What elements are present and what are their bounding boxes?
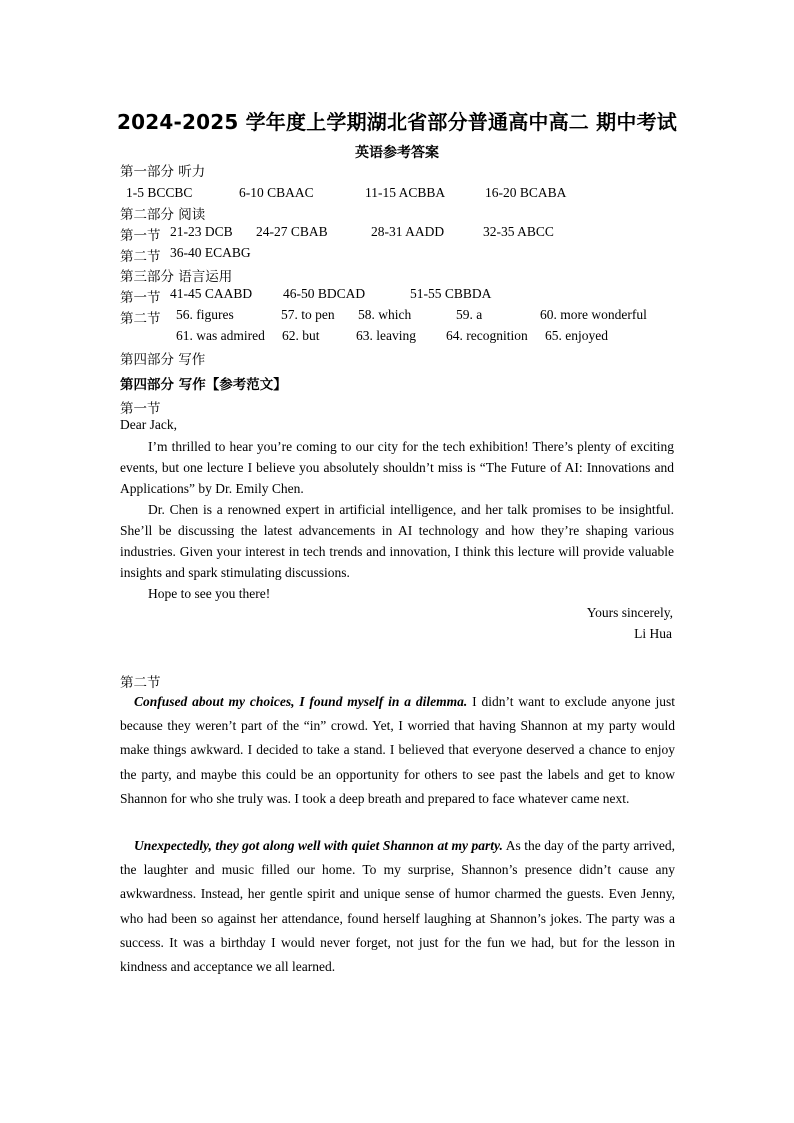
section-label: 第二节 xyxy=(120,675,161,691)
part3-heading: 第三部分 语言运用 xyxy=(120,269,233,285)
part1-heading: 第一部分 听力 xyxy=(120,164,206,180)
story-text: I didn’t want to exclude anyone just because they weren’t part of the “in” crowd. Yet, I worried that having Shannon at my party would make things awkward. I decided to take a stand. I believed that everyone deserved a chance to enjoy the party, and maybe this could be an opportunity for others to see past the labels and get to know Shannon for who she truly was. I took a deep breath and prepared to face whatever came next. xyxy=(120,694,675,806)
answer-group: 46-50 BDCAD xyxy=(283,286,366,301)
letter-signature: Li Hua xyxy=(634,626,672,641)
fill-answer: 57. to pen xyxy=(281,307,335,322)
part4-heading: 第四部分 写作 xyxy=(120,352,206,368)
answer-group: 41-45 CAABD xyxy=(170,286,253,301)
part4-model-heading: 第四部分 写作【参考范文】 xyxy=(120,377,287,393)
fill-answer: 61. was admired xyxy=(176,328,265,343)
fill-answer: 58. which xyxy=(358,307,412,322)
letter-closing: Yours sincerely, xyxy=(586,605,673,620)
story-text: As the day of the party arrived, the laughter and music filled our home. To my surprise, Shannon’s presence didn’t cause any awkwardness. Instead, her gentle spirit and unique sense of humor charmed the guests. Even Jenny, who had been so against her attendance, found herself laughing at Shannon’s jokes. The party was a success. It was a birthday I would never forget, not just for the fun we had, but for the lesson in kindness and acceptance we all learned. xyxy=(120,838,675,975)
answer-group: 16-20 BCABA xyxy=(485,185,567,200)
page-title: 2024-2025 学年度上学期湖北省部分普通高中高二 期中考试 xyxy=(117,110,677,134)
fill-answer: 65. enjoyed xyxy=(545,328,608,343)
story-paragraph xyxy=(120,690,675,811)
fill-answer: 56. figures xyxy=(176,307,234,322)
section-label: 第一节 xyxy=(120,290,161,306)
answer-group: 21-23 DCB xyxy=(170,224,233,239)
answer-group: 51-55 CBBDA xyxy=(410,286,492,301)
section-label: 第二节 xyxy=(120,249,161,265)
letter-paragraph: Dr. Chen is a renowned expert in artificial intelligence, and her talk promises to be insightful. She’ll be discussing the latest advancements in AI technology and how they’re shaping various industries. Given your interest in tech trends and innovation, I think this lecture will provide valuable insights and spark stimulating discussions. xyxy=(120,502,674,580)
answer-group: 32-35 ABCC xyxy=(483,224,554,239)
letter-paragraph: I’m thrilled to hear you’re coming to our city for the tech exhibition! There’s plenty of exciting events, but one lecture I believe you absolutely shouldn’t miss is “The Future of AI: Innovations and Applications” by Dr. Emily Chen. xyxy=(120,439,674,496)
answer-group: 6-10 CBAAC xyxy=(239,185,314,200)
story-lead-sentence: Unexpectedly, they got along well with quiet Shannon at my party. xyxy=(134,838,503,853)
answer-group: 28-31 AADD xyxy=(371,224,445,239)
answer-group: 1-5 BCCBC xyxy=(126,185,193,200)
story-lead-sentence: Confused about my choices, I found myself in a dilemma. xyxy=(134,694,468,709)
page-subtitle: 英语参考答案 xyxy=(355,145,439,161)
fill-answer: 62. but xyxy=(282,328,320,343)
part2-heading: 第二部分 阅读 xyxy=(120,207,206,223)
section-label: 第一节 xyxy=(120,228,161,244)
answer-group: 36-40 ECABG xyxy=(170,245,251,260)
letter-greeting: Dear Jack, xyxy=(120,417,177,432)
fill-answer: 59. a xyxy=(456,307,483,322)
fill-answer: 63. leaving xyxy=(356,328,416,343)
answer-group: 24-27 CBAB xyxy=(256,224,328,239)
answer-group: 11-15 ACBBA xyxy=(365,185,446,200)
fill-answer: 64. recognition xyxy=(446,328,528,343)
section-label: 第二节 xyxy=(120,311,161,327)
letter-paragraph: Hope to see you there! xyxy=(148,586,271,601)
fill-answer: 60. more wonderful xyxy=(540,307,647,322)
story-paragraph xyxy=(120,834,675,979)
section-label: 第一节 xyxy=(120,401,161,417)
